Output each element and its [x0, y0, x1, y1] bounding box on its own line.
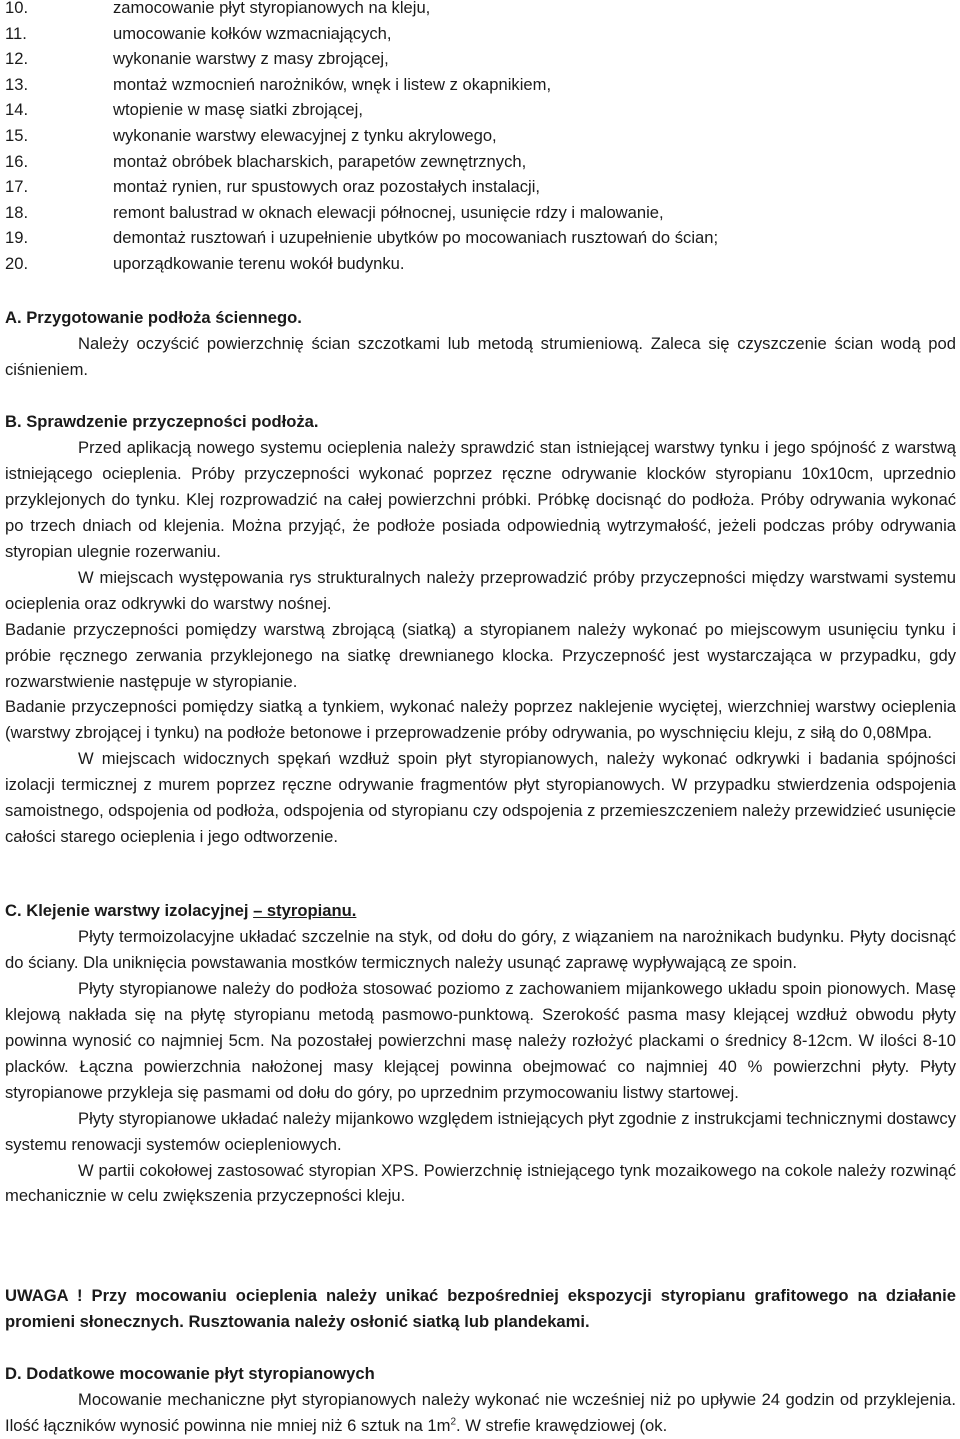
superscript: 2 — [450, 1416, 457, 1428]
list-item — [5, 72, 718, 98]
list-item-text: uporządkowanie terenu wokół budynku. — [113, 253, 405, 273]
list-item-text: wykonanie warstwy z masy zbrojącej, — [113, 49, 389, 69]
section-d-paragraph — [5, 1387, 956, 1439]
section-a-heading: A. Przygotowanie podłoża ściennego. — [5, 308, 302, 327]
list-item-number: 20. — [5, 253, 29, 273]
list-item — [5, 97, 718, 123]
list-item-number: 13. — [5, 74, 29, 94]
list-item-text: montaż rynien, rur spustowych oraz pozostałych instalacji, — [113, 177, 541, 197]
section-a — [5, 305, 956, 383]
section-c-heading-underlined: – styropianu. — [253, 901, 357, 920]
warning-text: UWAGA ! Przy mocowaniu ocieplenia należy unikać bezpośredniej ekspozycji styropianu grafitowego na działanie promieni słonecznych. Rusztowania należy osłonić siatką lub plandekami. — [5, 1286, 956, 1331]
section-c-heading — [5, 898, 956, 924]
list-item-text: montaż wzmocnień narożników, wnęk i listew z okapnikiem, — [113, 74, 552, 94]
section-c — [5, 898, 956, 1209]
list-item-number: 17. — [5, 177, 29, 197]
list-item — [5, 123, 718, 149]
section-c-paragraph-2: Płyty styropianowe należy do podłoża stosować poziomo z zachowaniem mijankowego układu spoin pionowych. Masę klejową nakłada się na płytę styropianu metodą pasmowo-punktową. Szerokość pasma masy klejącej wzdłuż obwodu płyty powinna wynosić co najmniej 5cm. Na pozostałej powierzchni masę należy rozłożyć plackami o średnicy 8-12cm. W ilości 8-10 placków. Łączna powierzchnia nałożonej masy klejącej powinna obejmować co najmniej 40 % powierzchni płyty. Płyty styropianowe przykleja się pasmami od dołu do góry, po uprzednim przymocowaniu listwy startowej. — [5, 978, 956, 1102]
section-b-paragraph-5: W miejscach widocznych spękań wzdłuż spoin płyt styropianowych, należy wykonać odkrywki i badania spójności izolacji termicznej z murem poprzez ręczne odrywanie fragmentów płyt styropianowych. W przypadku stwierdzenia odspojenia samoistnego, odspojenia od podłoża, odspojenia od styropianu czy odspojenia z przemieszczeniem należy przewidzieć usunięcie całości starego ocieplenia i jego odtworzenie. — [5, 749, 957, 847]
list-item-number: 15. — [5, 125, 29, 145]
section-d-heading: D. Dodatkowe mocowanie płyt styropianowych — [5, 1364, 375, 1383]
list-item-text: wtopienie w masę siatki zbrojącej, — [113, 100, 363, 120]
list-item-number: 16. — [5, 151, 29, 171]
list-item-number: 19. — [5, 228, 29, 248]
list-item-text: umocowanie kołków wzmacniających, — [113, 23, 392, 43]
list-item-number: 18. — [5, 202, 29, 222]
list-item-text: wykonanie warstwy elewacyjnej z tynku akrylowego, — [113, 125, 497, 145]
section-b-paragraph-1: Przed aplikacją nowego systemu ocieplenia należy sprawdzić stan istniejącej warstwy tynku i jego spójność z warstwą istniejącego ocieplenia. Próby przyczepności wykonać poprzez ręczne odrywanie klocków styropianu 10x10cm, uprzednio przyklejonych do tynku. Klej rozprowadzić na całej powierzchni próbki. Próbkę docisnąć do podłoża. Próby odrywania wykonać po trzech dniach od klejenia. Można przyjąć, że podłoże posiada odpowiednią wytrzymałość, jeżeli podczas próby odrywania styropian ulegnie rozerwaniu. — [5, 437, 956, 561]
list-item-text: montaż obróbek blacharskich, parapetów zewnętrznych, — [113, 151, 527, 171]
list-item-text: remont balustrad w oknach elewacji północnej, usunięcie rdzy i malowanie, — [113, 202, 664, 222]
list-item-text: zamocowanie płyt styropianowych na kleju, — [113, 0, 431, 17]
section-d-paragraph-text: Mocowanie mechaniczne płyt styropianowych należy wykonać nie wcześniej niż po upływie 24 godzin od przyklejenia. Ilość łączników wynosić powinna nie mniej niż 6 sztuk na 1m — [5, 1389, 956, 1435]
section-c-paragraph-4: W partii cokołowej zastosować styropian XPS. Powierzchnię istniejącego tynk mozaikowego na cokole należy rozwinąć mechanicznie w celu zwiększenia przyczepności kleju. — [5, 1160, 956, 1206]
section-b-paragraph-3: Badanie przyczepności pomiędzy warstwą zbrojącą (siatką) a styropianem należy wykonać po miejscowym usunięciu tynku i próbie ręcznego zerwania przyklejonego na siatkę drewnianego klocka. Przyczepność jest wystarczająca w przypadku, gdy rozwarstwienie następuje w styropianie. — [5, 619, 956, 691]
list-item — [5, 174, 718, 200]
section-c-heading-prefix: C. Klejenie warstwy izolacyjnej — [5, 901, 254, 920]
section-c-paragraph-3: Płyty styropianowe układać należy mijankowo względem istniejących płyt zgodnie z instrukcjami technicznymi dostawcy systemu renowacji systemów ociepleniowych. — [5, 1108, 957, 1154]
list-item — [5, 200, 718, 226]
section-a-paragraph: Należy oczyścić powierzchnię ścian szczotkami lub metodą strumieniową. Zaleca się czyszczenie ścian wodą pod ciśnieniem. — [5, 333, 956, 379]
work-steps-list — [5, 0, 718, 277]
section-c-paragraph-1: Płyty termoizolacyjne układać szczelnie na styk, od dołu do góry, z wiązaniem na narożnikach budynku. Płyty docisnąć do ściany. Dla uniknięcia powstawania mostków termicznych należy usunąć zaprawę wypływającą ze spoin. — [5, 926, 956, 972]
list-item — [5, 0, 718, 21]
list-item-text: demontaż rusztowań i uzupełnienie ubytków po mocowaniach rusztowań do ścian; — [113, 228, 719, 248]
section-d-paragraph-tail: . W strefie krawędziowej (ok. — [456, 1415, 668, 1435]
list-item — [5, 149, 718, 175]
section-b — [5, 409, 956, 850]
section-b-paragraph-2: W miejscach występowania rys strukturalnych należy przeprowadzić próby przyczepności między warstwami systemu ocieplenia oraz odkrywki do warstwy nośnej. — [5, 567, 956, 613]
section-b-paragraph-4: Badanie przyczepności pomiędzy siatką a tynkiem, wykonać należy poprzez naklejenie wyciętej, wierzchniej warstwy ocieplenia (warstwy zbrojącej i tynku) na podłoże betonowe i przeprowadzenie próby odrywania, po wyschnięciu kleju, z siłą do 0,08Mpa. — [5, 697, 956, 743]
list-item-number: 11. — [5, 23, 27, 43]
list-item — [5, 225, 718, 251]
section-d — [5, 1361, 956, 1439]
list-item-number: 12. — [5, 49, 29, 69]
list-item — [5, 21, 718, 47]
section-b-heading: B. Sprawdzenie przyczepności podłoża. — [5, 412, 319, 431]
list-item-number: 14. — [5, 100, 29, 120]
list-item — [5, 251, 718, 277]
list-item-number: 10. — [5, 0, 29, 17]
warning-section — [5, 1283, 956, 1335]
list-item — [5, 46, 718, 72]
